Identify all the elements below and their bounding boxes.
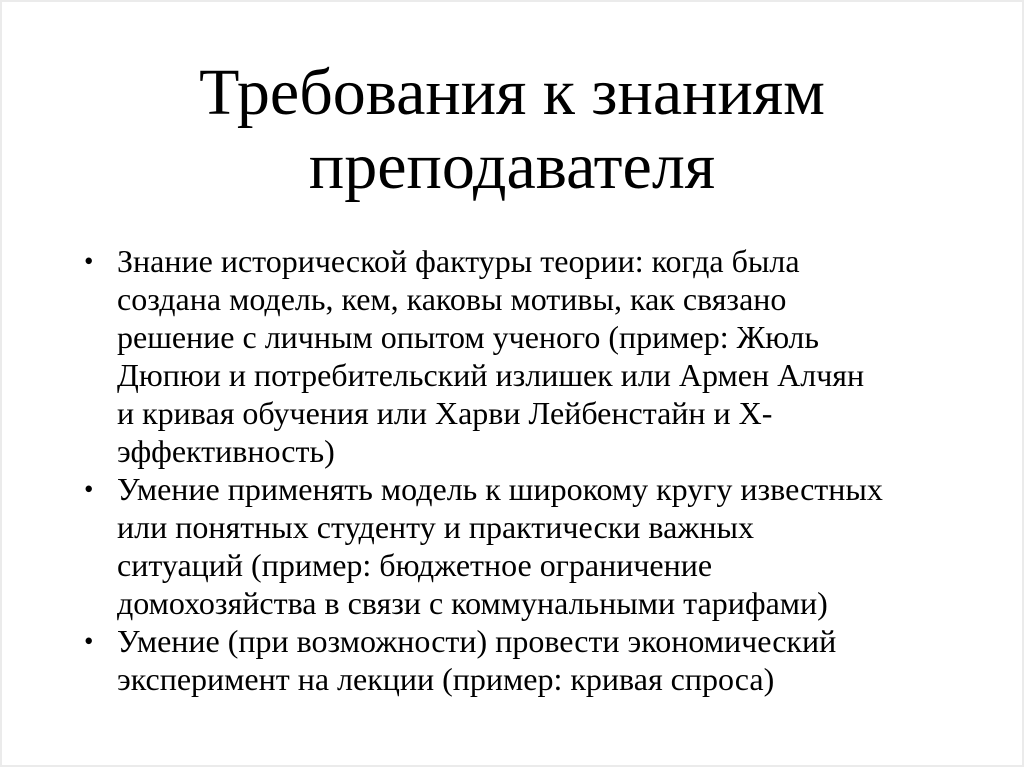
bullet-line: или понятных студенту и практически важных bbox=[117, 509, 754, 545]
slide-title-line-2: преподавателя bbox=[308, 130, 716, 203]
bullet-line: решение с личным опытом ученого (пример: Жюль bbox=[117, 319, 819, 355]
bullet-list bbox=[62, 242, 972, 698]
bullet-line: Умение применять модель к широкому кругу известных bbox=[117, 471, 883, 507]
bullet-item bbox=[62, 470, 972, 622]
bullet-line: эксперимент на лекции (пример: кривая спроса) bbox=[117, 661, 775, 697]
bullet-line: создана модель, кем, каковы мотивы, как связано bbox=[117, 281, 787, 317]
bullet-item bbox=[62, 242, 972, 470]
bullet-marker: • bbox=[84, 474, 94, 504]
bullet-line: Умение (при возможности) провести экономический bbox=[117, 623, 837, 659]
bullet-item bbox=[62, 622, 972, 698]
slide-title bbox=[2, 56, 1022, 204]
bullet-line: ситуаций (пример: бюджетное ограничение bbox=[117, 547, 713, 583]
slide-title-line-1: Требования к знаниям bbox=[199, 56, 825, 129]
bullet-line: домохозяйства в связи с коммунальными тарифами) bbox=[117, 585, 828, 621]
bullet-line: Знание исторической фактуры теории: когда была bbox=[117, 243, 800, 279]
bullet-line: эффективность) bbox=[117, 433, 335, 469]
bullet-line: и кривая обучения или Харви Лейбенстайн и Х- bbox=[117, 395, 773, 431]
bullet-line: Дюпюи и потребительский излишек или Армен Алчян bbox=[117, 357, 865, 393]
bullet-marker: • bbox=[84, 246, 94, 276]
bullet-marker: • bbox=[84, 626, 94, 656]
